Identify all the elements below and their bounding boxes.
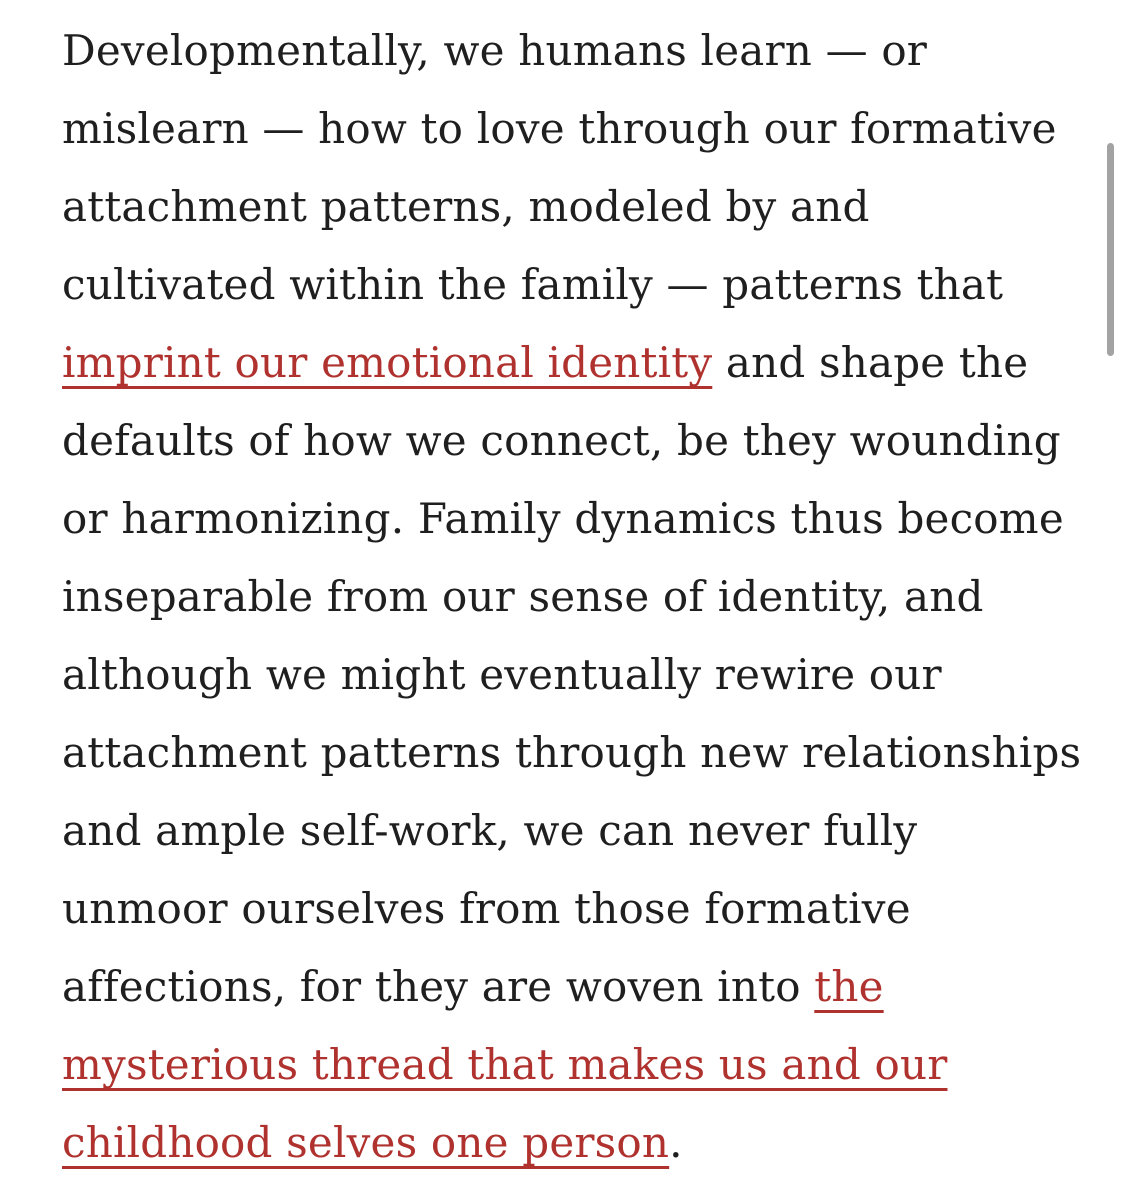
vertical-scrollbar-thumb[interactable] bbox=[1107, 143, 1114, 356]
inline-link[interactable]: mysterious thread that makes us and our bbox=[62, 1040, 948, 1089]
paragraph-text-run: inseparable from our sense of identity, and bbox=[62, 572, 984, 621]
paragraph-text-run: or harmonizing. Family dynamics thus become bbox=[62, 494, 1064, 543]
text-line bbox=[62, 948, 1067, 1026]
text-line bbox=[62, 12, 1067, 90]
paragraph-text-run: . bbox=[669, 1118, 683, 1167]
text-line bbox=[62, 90, 1067, 168]
text-line bbox=[62, 1104, 1067, 1182]
text-line bbox=[62, 246, 1067, 324]
paragraph-text-run: mislearn — how to love through our formative bbox=[62, 104, 1057, 153]
paragraph-text-run: Developmentally, we humans learn — or bbox=[62, 26, 928, 75]
paragraph-text-run: attachment patterns, modeled by and bbox=[62, 182, 870, 231]
paragraph-text-run: cultivated within the family — patterns that bbox=[62, 260, 1004, 309]
article-paragraph bbox=[62, 12, 1082, 1182]
text-line bbox=[62, 480, 1067, 558]
text-line bbox=[62, 324, 1067, 402]
text-line bbox=[62, 1026, 1067, 1104]
inline-link[interactable]: the bbox=[814, 962, 884, 1011]
inline-link[interactable]: imprint our emotional identity bbox=[62, 338, 713, 387]
text-line bbox=[62, 558, 1067, 636]
paragraph-text-run: unmoor ourselves from those formative bbox=[62, 884, 911, 933]
text-line bbox=[62, 168, 1067, 246]
text-line bbox=[62, 402, 1067, 480]
paragraph-text-run: and ample self-work, we can never fully bbox=[62, 806, 918, 855]
paragraph-text-run: affections, for they are woven into bbox=[62, 962, 815, 1011]
text-line bbox=[62, 714, 1082, 792]
paragraph-text-run: although we might eventually rewire our bbox=[62, 650, 942, 699]
text-line bbox=[62, 792, 1067, 870]
paragraph-text-run: defaults of how we connect, be they wounding bbox=[62, 416, 1061, 465]
paragraph-text-run: and shape the bbox=[712, 338, 1029, 387]
text-line bbox=[62, 636, 1067, 714]
paragraph-text-run: attachment patterns through new relationships bbox=[62, 728, 1082, 777]
text-line bbox=[62, 870, 1067, 948]
inline-link[interactable]: childhood selves one person bbox=[62, 1118, 670, 1167]
